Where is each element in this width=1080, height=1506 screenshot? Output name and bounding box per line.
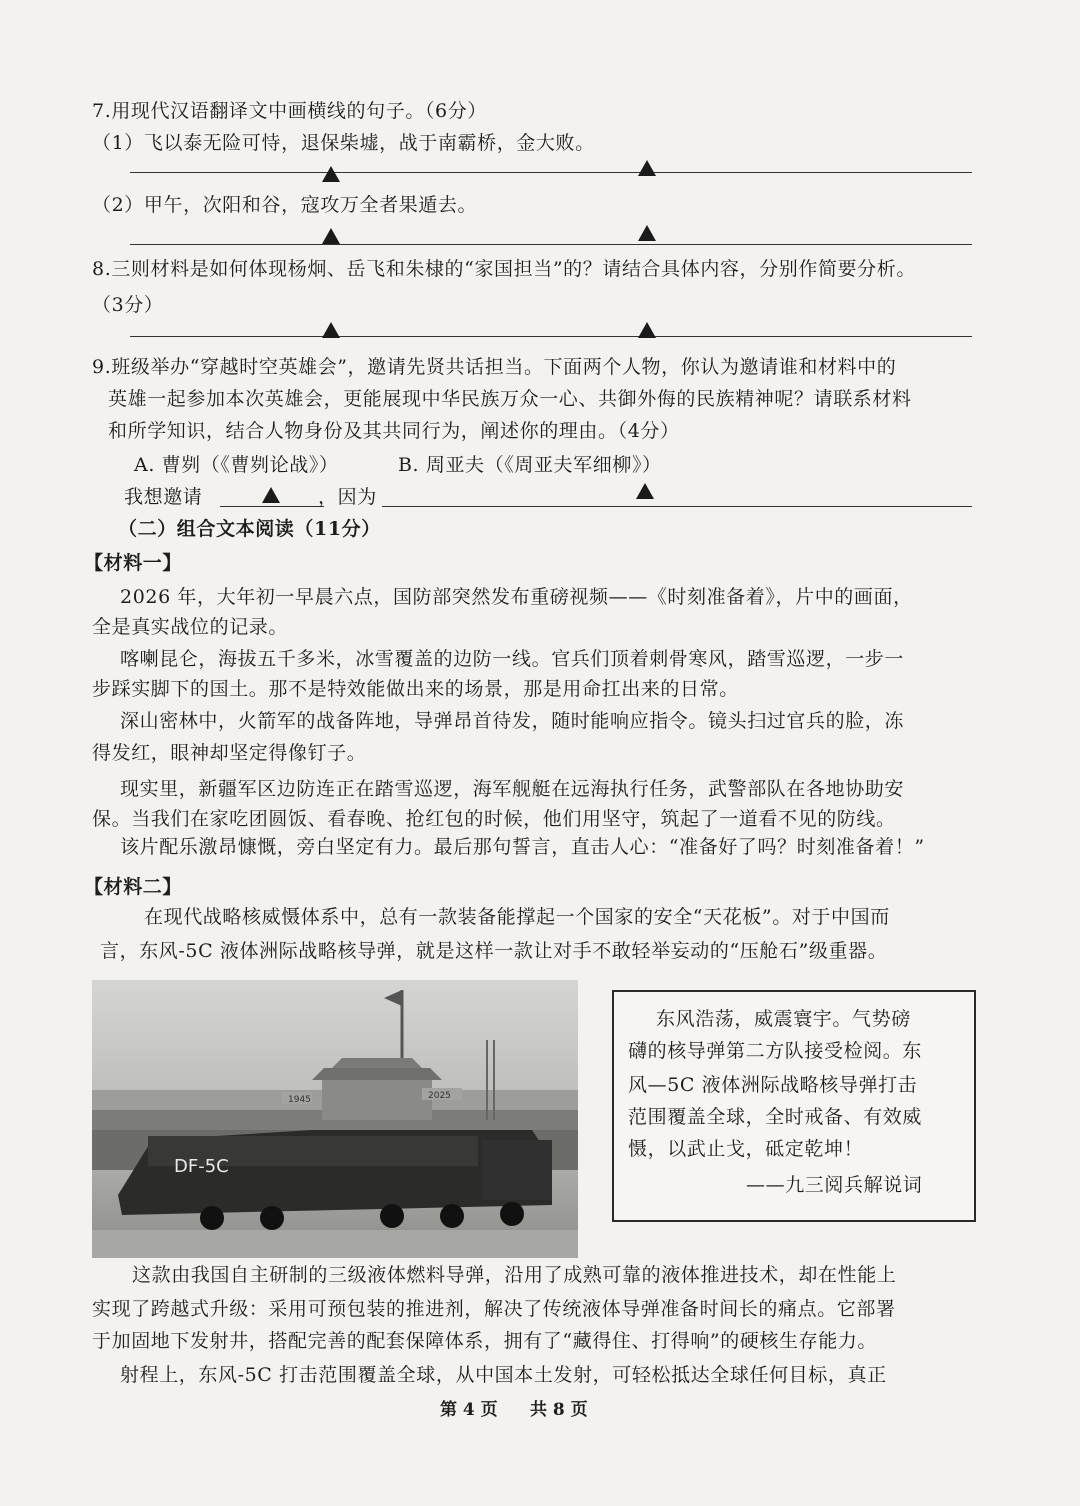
quote-box: [612, 990, 976, 1222]
quote-line: 礴的核导弹第二方队接受检阅。东: [628, 1040, 923, 1062]
material-2-body-line: 这款由我国自主研制的三级液体燃料导弹，沿用了成熟可靠的液体推进技术，却在性能上: [132, 1264, 897, 1286]
answer-line[interactable]: [130, 336, 972, 337]
quote-line: 慑，以武止戈，砥定乾坤！: [628, 1138, 864, 1160]
answer-marker-triangle: [638, 225, 656, 241]
material-1-line: 保。当我们在家吃团圆饭、看春晚、抢红包的时候，他们用坚守，筑起了一道看不见的防线。: [92, 808, 896, 830]
answer-line[interactable]: [130, 244, 972, 245]
section-2-title: （二）组合文本阅读（11分）: [118, 518, 381, 540]
quote-line: 东风浩荡，威震寰宇。气势磅: [656, 1008, 911, 1030]
parade-photo-illustration: [92, 980, 578, 1258]
answer-marker-triangle: [322, 322, 340, 338]
material-1-line: 得发红，眼神却坚定得像钉子。: [92, 742, 367, 764]
page-total: 共 8 页: [530, 1400, 588, 1420]
material-2-line: 言，东风-5C 液体洲际战略核导弹，就是这样一款让对手不敢轻举妄动的“压舱石”级重器。: [100, 940, 888, 962]
answer-marker-triangle: [638, 160, 656, 176]
material-2-body-line: 于加固地下发射井，搭配完善的配套保障体系，拥有了“藏得住、打得响”的硬核生存能力。: [92, 1330, 878, 1352]
photo-vehicle-label: DF-5C: [174, 1156, 229, 1177]
question-9-line-3: 和所学知识，结合人物身份及其共同行为，阐述你的理由。（4分）: [108, 420, 680, 442]
answer-marker-triangle: [638, 322, 656, 338]
invite-label: 我想邀请: [124, 486, 203, 508]
answer-line[interactable]: [130, 172, 972, 173]
page-number: 第 4 页: [440, 1400, 498, 1420]
material-1-line: 深山密林中，火箭军的战备阵地，导弹昂首待发，随时能响应指令。镜头扫过官兵的脸，冻: [120, 710, 905, 732]
invite-answer-blank[interactable]: [220, 506, 324, 507]
parade-photo: [92, 980, 578, 1258]
quote-source: ——九三阅兵解说词: [746, 1174, 923, 1196]
answer-marker-triangle: [262, 487, 280, 503]
option-a: A. 曹刿（《曹刿论战》）: [134, 454, 339, 476]
question-7-title: 7.用现代汉语翻译文中画横线的句子。（6分）: [92, 100, 487, 122]
question-8-score: （3分）: [92, 294, 164, 316]
material-1-line: 现实里，新疆军区边防连正在踏雪巡逻，海军舰艇在远海执行任务，武警部队在各地协助安: [120, 778, 905, 800]
photo-year-left: 1945: [288, 1095, 311, 1105]
question-9-line-2: 英雄一起参加本次英雄会，更能展现中华民族万众一心、共御外侮的民族精神呢？请联系材料: [108, 388, 912, 410]
quote-line: 风—5C 液体洲际战略核导弹打击: [628, 1074, 918, 1096]
material-2-body-line: 实现了跨越式升级：采用可预包装的推进剂，解决了传统液体导弹准备时间长的痛点。它部署: [92, 1298, 896, 1320]
answer-marker-triangle: [636, 483, 654, 499]
photo-year-right: 2025: [428, 1091, 451, 1101]
question-9-line-1: 9.班级举办“穿越时空英雄会”，邀请先贤共话担当。下面两个人物，你认为邀请谁和材料中的: [92, 356, 897, 378]
because-label: ，因为: [318, 486, 377, 508]
option-b: B. 周亚夫（《周亚夫军细柳》）: [398, 454, 662, 476]
answer-marker-triangle: [322, 166, 340, 182]
material-1-line: 喀喇昆仑，海拔五千多米，冰雪覆盖的边防一线。官兵们顶着刺骨寒风，踏雪巡逻，一步一: [120, 648, 905, 670]
quote-line: 范围覆盖全球，全时戒备、有效威: [628, 1106, 923, 1128]
question-7-sentence-1: （1）飞以泰无险可恃，退保柴墟，战于南霸桥，金大败。: [92, 132, 595, 154]
reason-answer-blank[interactable]: [382, 506, 972, 507]
material-2-body-line: 射程上，东风-5C 打击范围覆盖全球，从中国本土发射，可轻松抵达全球任何目标，真正: [120, 1364, 887, 1386]
material-1-line: 该片配乐激昂慷慨，旁白坚定有力。最后那句誓言，直击人心：“准备好了吗？时刻准备着！”: [120, 836, 925, 858]
material-1-line: 全是真实战位的记录。: [92, 616, 289, 638]
question-8-text: 8.三则材料是如何体现杨炯、岳飞和朱棣的“家国担当”的？请结合具体内容，分别作简要分析。: [92, 258, 916, 280]
answer-marker-triangle: [322, 228, 340, 244]
material-1-line: 步踩实脚下的国土。那不是特效能做出来的场景，那是用命扛出来的日常。: [92, 678, 739, 700]
material-1-line: 2026 年，大年初一早晨六点，国防部突然发布重磅视频——《时刻准备着》，片中的画面，: [120, 586, 913, 608]
material-2-title: 【材料二】: [84, 876, 183, 898]
material-1-title: 【材料一】: [84, 552, 183, 574]
question-7-sentence-2: （2）甲午，次阳和谷，寇攻万全者果遁去。: [92, 194, 478, 216]
material-2-line: 在现代战略核威慑体系中，总有一款装备能撑起一个国家的安全“天花板”。对于中国而: [144, 906, 890, 928]
